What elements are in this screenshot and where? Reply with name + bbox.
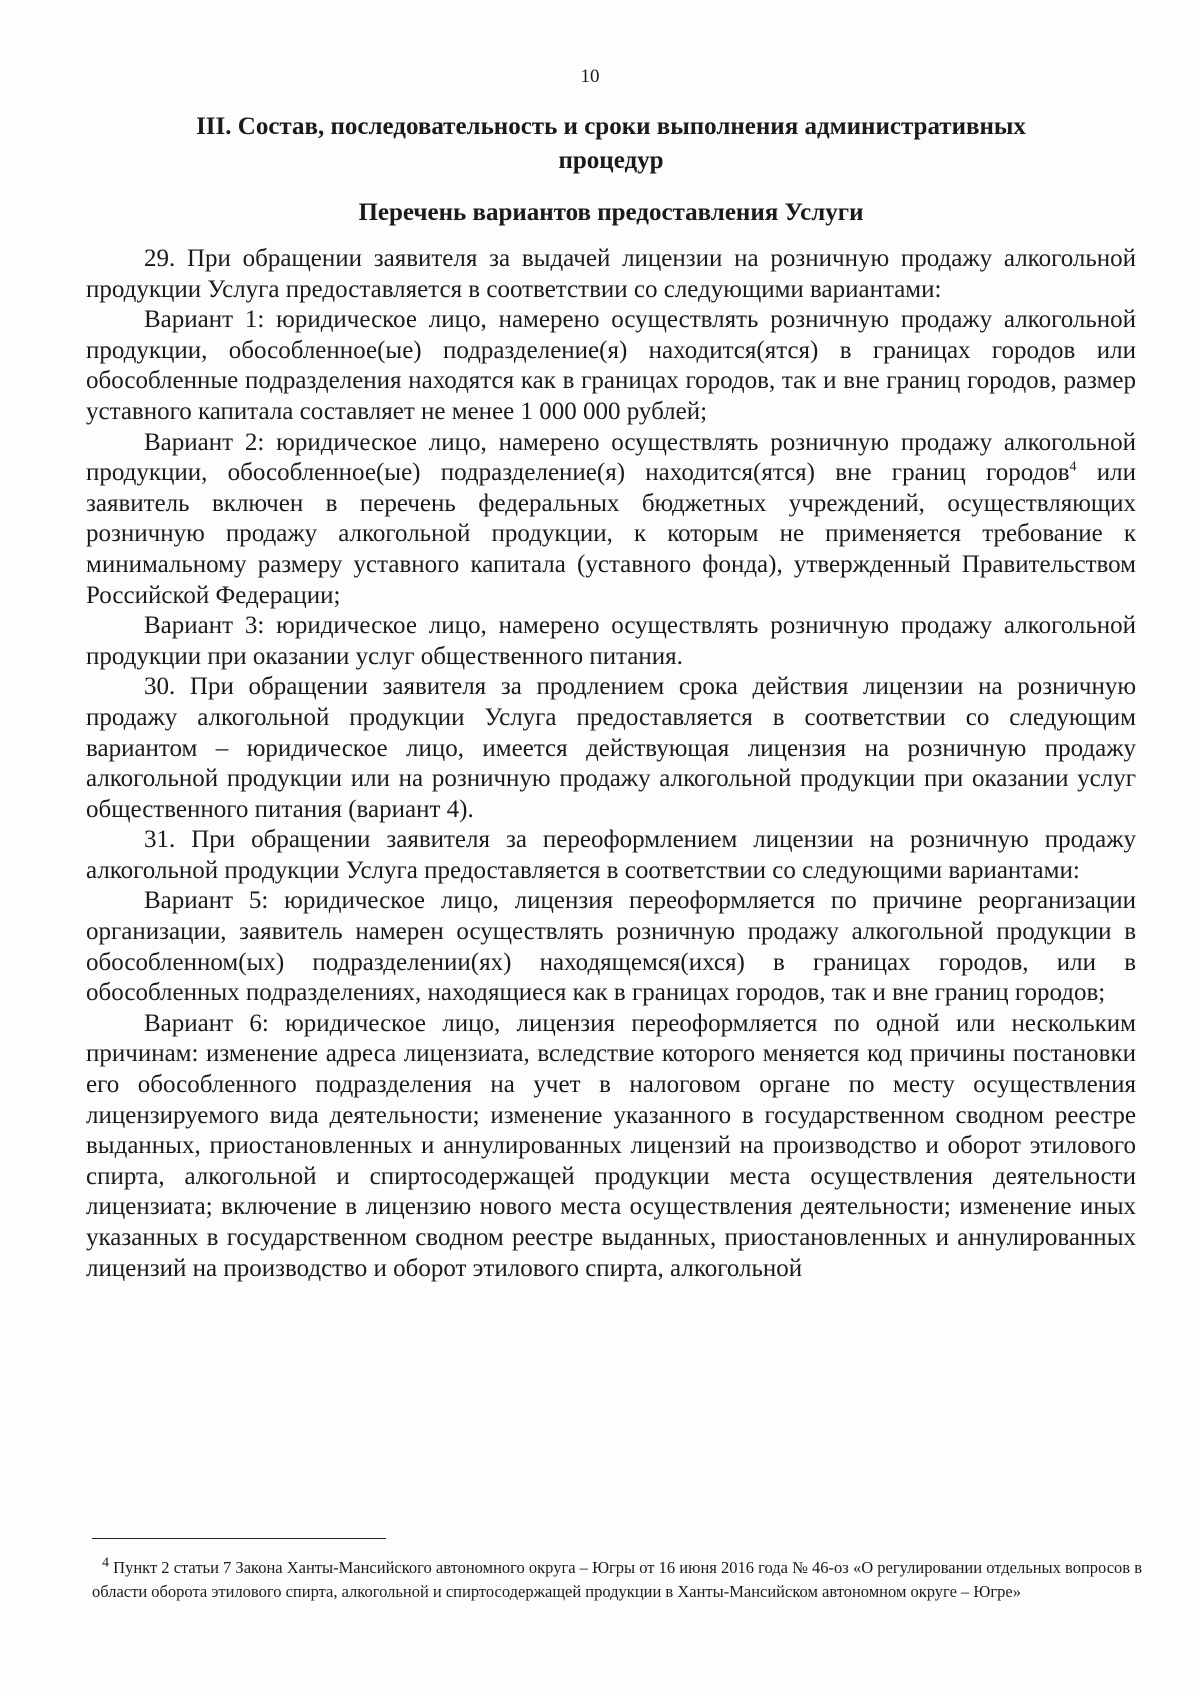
footnote-divider — [92, 1538, 386, 1539]
footnote-text: Пункт 2 статьи 7 Закона Ханты-Мансийского автономного округа – Югры от 16 июня 2016 года № 46-оз «О регулировании отдельных вопросов в области оборота этилового спирта, алкогольной и спиртосодержащей продукции в Ханты-Мансийском автономном округе – Югре» — [92, 1558, 1143, 1601]
variant-1: Вариант 1: юридическое лицо, намерено осуществлять розничную продажу алкогольной продукции, обособленное(ые) подразделение(я) находится(ятся) в границах городов или обособленные подразделения находятся как в границах городов, так и вне границ городов, размер уставного капитала составляет не менее 1 000 000 рублей; — [86, 306, 1136, 425]
variant-2-part2: или заявитель включен в перечень федеральных бюджетных учреждений, осуществляющих розничную продажу алкогольной продукции, к которым не применяется требование к минимальному размеру уставного капитала (уставного фонда), утвержденный Правительством Российской Федерации; — [86, 459, 1136, 609]
section-title-line2: процедур — [558, 147, 664, 174]
paragraph-29: 29. При обращении заявителя за выдачей лицензии на розничную продажу алкогольной продукции Услуга предоставляется в соответствии со следующими вариантами: — [86, 245, 1136, 303]
section-title-line1: III. Состав, последовательность и сроки выполнения административных — [196, 113, 1026, 140]
variant-5: Вариант 5: юридическое лицо, лицензия переоформляется по причине реорганизации организации, заявитель намерен осуществлять розничную продажу алкогольной продукции в обособленном(ых) подразделении(ях) находящемся(ихся) в границах городов, или в обособленных подразделениях, находящиеся как в границах городов, так и вне границ городов; — [86, 887, 1136, 1007]
page-number: 10 — [580, 66, 600, 87]
variant-2-part1: Вариант 2: юридическое лицо, намерено осуществлять розничную продажу алкогольной продукции, обособленное(ые) подразделение(я) находится(ятся) вне границ городов — [86, 428, 1136, 487]
footnote-ref: 4 — [1069, 459, 1077, 475]
paragraph-31: 31. При обращении заявителя за переоформлением лицензии на розничную продажу алкогольной продукции Услуга предоставляется в соответствии со следующими вариантами: — [86, 826, 1136, 884]
paragraph-30: 30. При обращении заявителя за продлением срока действия лицензии на розничную продажу алкогольной продукции Услуга предоставляется в соответствии со следующим вариантом – юридическое лицо, имеется действующая лицензия на розничную продажу алкогольной продукции или на розничную продажу алкогольной продукции при оказании услуг общественного питания (вариант 4). — [86, 673, 1136, 823]
subsection-title: Перечень вариантов предоставления Услуги — [358, 199, 864, 226]
section-title — [86, 110, 1136, 178]
footnote-marker: 4 — [102, 1555, 109, 1571]
footnote — [92, 1556, 1142, 1604]
variant-3: Вариант 3: юридическое лицо, намерено осуществлять розничную продажу алкогольной продукции при оказании услуг общественного питания. — [86, 612, 1136, 670]
variant-2 — [86, 428, 1136, 612]
variant-6: Вариант 6: юридическое лицо, лицензия переоформляется по одной или нескольким причинам: изменение адреса лицензиата, вследствие которого меняется код причины постановки его обособленного подразделения на учет в налоговом органе по месту осуществления лицензируемого вида деятельности; изменение указанного в государственном сводном реестре выданных, приостановленных и аннулированных лицензий на производство и оборот этилового спирта, алкогольной и спиртосодержащей продукции места осуществления деятельности лицензиата; включение в лицензию нового места осуществления деятельности; изменение иных указанных в государственном сводном реестре выданных, приостановленных и аннулированных лицензий на производство и оборот этилового спирта, алкогольной — [86, 1009, 1136, 1282]
document-body — [86, 110, 1136, 1284]
